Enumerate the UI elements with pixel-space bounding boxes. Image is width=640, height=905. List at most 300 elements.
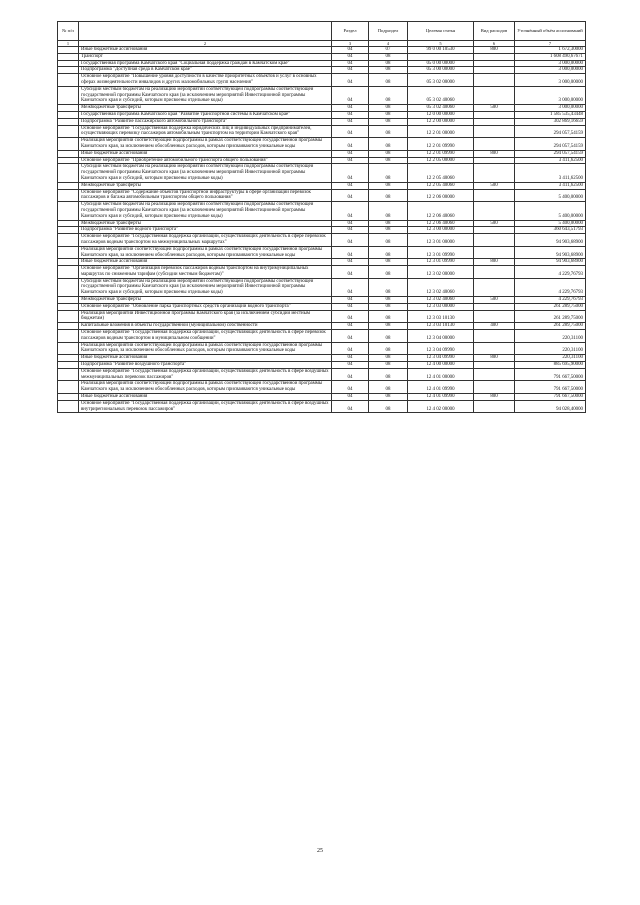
row-number-cell: [58, 394, 79, 401]
csr-cell: 12 4 01 09990: [408, 394, 474, 401]
csr-cell: 12 3 02 40060: [408, 297, 474, 304]
name-cell: Государственная программа Камчатского края "Социальная поддержка граждан в Камчатском крае": [79, 60, 332, 67]
name-cell: Основное мероприятие "Приобретение автомобильного транспорта общего пользования": [79, 157, 332, 164]
csr-cell: 12 2 06 40060: [408, 220, 474, 227]
row-number-cell: [58, 400, 79, 413]
razdel-cell: 04: [332, 400, 369, 413]
razdel-cell: 04: [332, 246, 369, 259]
amount-cell: 261 289,75000: [515, 303, 586, 310]
amount-cell: 3 411,62500: [515, 164, 586, 182]
name-cell: Реализация мероприятий соответствующей подпрограммы в рамках соответствующей государственной программы Камчатского края, за исключением обособленных расходов, которым присваиваются уникальные коды: [79, 381, 332, 394]
row-number-cell: [58, 111, 79, 118]
amount-cell: 94 903,68900: [515, 259, 586, 266]
row-number-cell: [58, 266, 79, 279]
table-row: [58, 266, 586, 279]
podrazdel-cell: 08: [369, 118, 408, 125]
podrazdel-cell: 08: [369, 362, 408, 369]
vr-cell: [474, 362, 515, 369]
row-number-cell: [58, 182, 79, 189]
razdel-cell: 04: [332, 125, 369, 138]
name-cell: Субсидии местным бюджетам на реализацию мероприятий соответствующей подпрограммы соответствующей государственной программы Камчатского края (за исключением мероприятий Инвестиционной программы Камчатского края и субсидий, которым присвоены отдельные коды): [79, 86, 332, 104]
podrazdel-cell: 08: [369, 330, 408, 343]
razdel-cell: 04: [332, 394, 369, 401]
csr-cell: 05 3 02 40060: [408, 105, 474, 112]
table-row: [58, 342, 586, 355]
header-podrazdel: Подраздел: [369, 22, 408, 41]
razdel-cell: 04: [332, 67, 369, 74]
row-number-cell: [58, 323, 79, 330]
header-vr: Вид расходов: [474, 22, 515, 41]
column-number: 5: [408, 41, 474, 47]
name-cell: Субсидии местным бюджетам на реализацию мероприятий соответствующей подпрограммы соответствующей государственной программы Камчатского края (за исключением мероприятий Инвестиционной программы Камчатского края и субсидий, которым присвоены отдельные коды): [79, 164, 332, 182]
podrazdel-cell: 08: [369, 234, 408, 247]
csr-cell: 12 2 01 09990: [408, 150, 474, 157]
name-cell: Подпрограмма "Развитие водного транспорта": [79, 227, 332, 234]
row-number-cell: [58, 220, 79, 227]
row-number-cell: [58, 157, 79, 164]
podrazdel-cell: 08: [369, 125, 408, 138]
name-cell: Основное мероприятие "Организация перевозок пассажиров водным транспортом на внутримуниципальных маршрутах по сниженным тарифам (субсидии местным бюджетам)": [79, 266, 332, 279]
vr-cell: [474, 67, 515, 74]
vr-cell: 800: [474, 47, 515, 54]
name-cell: Реализация мероприятий соответствующей подпрограммы в рамках соответствующей государственной программы Камчатского края, за исключением обособленных расходов, которым присваиваются уникальные коды: [79, 246, 332, 259]
amount-cell: 5 400,00000: [515, 189, 586, 202]
razdel-cell: 04: [332, 323, 369, 330]
amount-cell: 3 411,62500: [515, 157, 586, 164]
table-row: [58, 53, 586, 60]
podrazdel-cell: 08: [369, 189, 408, 202]
amount-cell: 885 695,90000: [515, 362, 586, 369]
razdel-cell: 04: [332, 342, 369, 355]
csr-cell: 12 3 01 00000: [408, 234, 474, 247]
table-row: [58, 182, 586, 189]
table-row: [58, 297, 586, 304]
csr-cell: 12 4 01 00000: [408, 368, 474, 381]
row-number-cell: [58, 246, 79, 259]
razdel-cell: 04: [332, 47, 369, 54]
table-row: [58, 278, 586, 296]
csr-cell: 12 3 02 40060: [408, 278, 474, 296]
table-header: [58, 22, 586, 47]
razdel-cell: 04: [332, 227, 369, 234]
podrazdel-cell: 08: [369, 105, 408, 112]
podrazdel-cell: 08: [369, 400, 408, 413]
amount-cell: 791 667,50000: [515, 381, 586, 394]
name-cell: Подпрограмма "Развитие пассажирского автомобильного транспорта": [79, 118, 332, 125]
row-number-cell: [58, 330, 79, 343]
podrazdel-cell: 08: [369, 394, 408, 401]
name-cell: Капитальные вложения в объекты государственной (муниципальной) собственности: [79, 323, 332, 330]
amount-cell: 360 643,51793: [515, 227, 586, 234]
razdel-cell: 04: [332, 60, 369, 67]
razdel-cell: 04: [332, 164, 369, 182]
vr-cell: [474, 86, 515, 104]
row-number-cell: [58, 125, 79, 138]
column-number: 3: [332, 41, 369, 47]
razdel-cell: 04: [332, 202, 369, 220]
amount-cell: 294 057,54159: [515, 150, 586, 157]
razdel-cell: 04: [332, 189, 369, 202]
amount-cell: 220,31100: [515, 342, 586, 355]
razdel-cell: 04: [332, 259, 369, 266]
amount-cell: 1 608 490,67671: [515, 53, 586, 60]
csr-cell: 12 4 01 09990: [408, 381, 474, 394]
csr-cell: 12 3 03 00000: [408, 303, 474, 310]
header-num: № п/п: [58, 22, 79, 41]
vr-cell: [474, 368, 515, 381]
name-cell: Иные бюджетные ассигнования: [79, 394, 332, 401]
razdel-cell: 04: [332, 355, 369, 362]
csr-cell: 12 2 06 40060: [408, 202, 474, 220]
razdel-cell: 04: [332, 150, 369, 157]
podrazdel-cell: 08: [369, 368, 408, 381]
name-cell: Основное мероприятие "Государственная поддержка организаций, осуществляющих деятельность в сфере воздушных межмуниципальных перевозок пассажиров": [79, 368, 332, 381]
vr-cell: [474, 111, 515, 118]
table-row: [58, 330, 586, 343]
name-cell: Межбюджетные трансферты: [79, 105, 332, 112]
csr-cell: 12 3 04 09990: [408, 355, 474, 362]
name-cell: Основное мероприятие "Государственная поддержка организаций, осуществляющих деятельность в сфере воздушных внутрирегиональных перевозок пассажиров": [79, 400, 332, 413]
budget-table: [57, 21, 586, 413]
name-cell: Основное мероприятие "Государственная поддержка юридических лиц и индивидуальных предпринимателей, осуществляющих перевозку пассажиров автомобильным транспортом на территории Камчатского края": [79, 125, 332, 138]
amount-cell: 261 289,75000: [515, 323, 586, 330]
amount-cell: 5 400,00000: [515, 220, 586, 227]
amount-cell: 1 672,30000: [515, 47, 586, 54]
name-cell: Межбюджетные трансферты: [79, 220, 332, 227]
name-cell: Реализация мероприятий Инвестиционной программы Камчатского края (за исключением субсидий местным бюджетам): [79, 310, 332, 323]
table-row: [58, 227, 586, 234]
header-razdel: Раздел: [332, 22, 369, 41]
row-number-cell: [58, 60, 79, 67]
vr-cell: [474, 138, 515, 151]
vr-cell: 500: [474, 105, 515, 112]
name-cell: Реализация мероприятий соответствующей подпрограммы в рамках соответствующей государственной программы Камчатского края, за исключением обособленных расходов, которым присваиваются уникальные коды: [79, 138, 332, 151]
table-row: [58, 400, 586, 413]
row-number-cell: [58, 297, 79, 304]
row-number-cell: [58, 381, 79, 394]
vr-cell: [474, 118, 515, 125]
row-number-cell: [58, 227, 79, 234]
vr-cell: [474, 303, 515, 310]
amount-cell: 4 229,76793: [515, 266, 586, 279]
header-amount: Уточнённый объём ассигнований: [515, 22, 586, 41]
name-cell: Основное мероприятие "Повышение уровня доступности в качестве приоритетных объектов и услуг в основных сферах жизнедеятельности инвалидов и других маломобильных групп населения": [79, 74, 332, 87]
row-number-cell: [58, 105, 79, 112]
podrazdel-cell: 08: [369, 303, 408, 310]
row-number-cell: [58, 67, 79, 74]
csr-cell: 12 3 00 00000: [408, 227, 474, 234]
row-number-cell: [58, 368, 79, 381]
column-number: 1: [58, 41, 79, 47]
table-row: [58, 86, 586, 104]
podrazdel-cell: 08: [369, 266, 408, 279]
podrazdel-cell: 08: [369, 150, 408, 157]
name-cell: Основное мероприятие "Обновление парка транспортных средств организаций водного транспорта": [79, 303, 332, 310]
name-cell: Межбюджетные трансферты: [79, 297, 332, 304]
razdel-cell: 04: [332, 297, 369, 304]
amount-cell: 94 028,40000: [515, 400, 586, 413]
razdel-cell: 04: [332, 53, 369, 60]
csr-cell: 12 3 03 10130: [408, 310, 474, 323]
vr-cell: 800: [474, 259, 515, 266]
table-row: [58, 60, 586, 67]
header-csr: Целевая статья: [408, 22, 474, 41]
table-row: [58, 105, 586, 112]
amount-cell: 294 057,54159: [515, 138, 586, 151]
name-cell: Основное мероприятие "Государственная поддержка организаций, осуществляющих деятельность в сфере перевозок пассажиров водным транспортом в муниципальном сообщении": [79, 330, 332, 343]
row-number-cell: [58, 234, 79, 247]
row-number-cell: [58, 47, 79, 54]
table-row: [58, 118, 586, 125]
table-row: [58, 125, 586, 138]
razdel-cell: 04: [332, 86, 369, 104]
vr-cell: [474, 234, 515, 247]
podrazdel-cell: 08: [369, 202, 408, 220]
name-cell: Иные бюджетные ассигнования: [79, 150, 332, 157]
vr-cell: 800: [474, 355, 515, 362]
csr-cell: 12 3 04 00000: [408, 330, 474, 343]
table-row: [58, 67, 586, 74]
amount-cell: 3 000,00000: [515, 74, 586, 87]
vr-cell: [474, 74, 515, 87]
amount-cell: 94 903,68900: [515, 234, 586, 247]
amount-cell: 4 229,76793: [515, 278, 586, 296]
razdel-cell: 04: [332, 105, 369, 112]
csr-cell: 12 3 04 09990: [408, 342, 474, 355]
vr-cell: [474, 60, 515, 67]
razdel-cell: 04: [332, 111, 369, 118]
razdel-cell: 04: [332, 266, 369, 279]
name-cell: Иные бюджетные ассигнования: [79, 259, 332, 266]
csr-cell: 05 3 02 40060: [408, 86, 474, 104]
table-row: [58, 394, 586, 401]
row-number-cell: [58, 138, 79, 151]
table-row: [58, 368, 586, 381]
table-row: [58, 234, 586, 247]
podrazdel-cell: 08: [369, 342, 408, 355]
name-cell: Иные бюджетные ассигнования: [79, 47, 332, 54]
csr-cell: 99 0 00 10530: [408, 47, 474, 54]
table-row: [58, 220, 586, 227]
podrazdel-cell: 07: [369, 47, 408, 54]
column-number: 7: [515, 41, 586, 47]
amount-cell: 220,31100: [515, 355, 586, 362]
row-number-cell: [58, 303, 79, 310]
csr-cell: 12 4 02 00000: [408, 400, 474, 413]
vr-cell: [474, 53, 515, 60]
name-cell: Государственная программа Камчатского края "Развитие транспортной системы в Камчатском крае": [79, 111, 332, 118]
table-row: [58, 47, 586, 54]
vr-cell: 500: [474, 182, 515, 189]
vr-cell: [474, 400, 515, 413]
name-cell: Основное мероприятие "Государственная поддержка организаций, осуществляющих деятельность в сфере перевозок пассажиров водным транспортом на межмуниципальных маршрутах": [79, 234, 332, 247]
amount-cell: 220,31100: [515, 330, 586, 343]
razdel-cell: 04: [332, 157, 369, 164]
podrazdel-cell: 08: [369, 259, 408, 266]
razdel-cell: 04: [332, 362, 369, 369]
page-number: 25: [317, 848, 323, 854]
amount-cell: 3 000,00000: [515, 105, 586, 112]
vr-cell: [474, 202, 515, 220]
amount-cell: 3 411,62500: [515, 182, 586, 189]
amount-cell: 791 667,50000: [515, 394, 586, 401]
vr-cell: [474, 125, 515, 138]
row-number-cell: [58, 164, 79, 182]
table-row: [58, 381, 586, 394]
name-cell: Субсидии местным бюджетам на реализацию мероприятий соответствующей подпрограммы соответствующей государственной программы Камчатского края (за исключением мероприятий Инвестиционной программы Камчатского края и субсидий, которым присвоены отдельные коды): [79, 202, 332, 220]
column-number: 4: [369, 41, 408, 47]
column-number: 6: [474, 41, 515, 47]
razdel-cell: 04: [332, 330, 369, 343]
amount-cell: 3 000,00000: [515, 86, 586, 104]
podrazdel-cell: 08: [369, 246, 408, 259]
name-cell: Реализация мероприятий соответствующей подпрограммы в рамках соответствующей государственной программы Камчатского края, за исключением обособленных расходов, которым присваиваются уникальные коды: [79, 342, 332, 355]
amount-cell: 294 057,54159: [515, 125, 586, 138]
amount-cell: 1 585 535,43448: [515, 111, 586, 118]
csr-cell: 12 2 05 40060: [408, 164, 474, 182]
name-cell: Иные бюджетные ассигнования: [79, 355, 332, 362]
podrazdel-cell: 08: [369, 157, 408, 164]
table-row: [58, 246, 586, 259]
vr-cell: [474, 164, 515, 182]
table-row: [58, 323, 586, 330]
podrazdel-cell: 08: [369, 310, 408, 323]
vr-cell: [474, 266, 515, 279]
vr-cell: [474, 381, 515, 394]
podrazdel-cell: 08: [369, 227, 408, 234]
podrazdel-cell: 08: [369, 297, 408, 304]
table-row: [58, 355, 586, 362]
table-row: [58, 189, 586, 202]
table-row: [58, 164, 586, 182]
amount-cell: 302 869,16659: [515, 118, 586, 125]
amount-cell: 94 903,68900: [515, 246, 586, 259]
razdel-cell: 04: [332, 182, 369, 189]
vr-cell: 500: [474, 220, 515, 227]
podrazdel-cell: 08: [369, 138, 408, 151]
vr-cell: 800: [474, 394, 515, 401]
vr-cell: [474, 310, 515, 323]
csr-cell: 12 2 01 00000: [408, 125, 474, 138]
podrazdel-cell: 08: [369, 67, 408, 74]
table-row: [58, 303, 586, 310]
row-number-cell: [58, 53, 79, 60]
row-number-cell: [58, 355, 79, 362]
row-number-cell: [58, 278, 79, 296]
podrazdel-cell: 08: [369, 53, 408, 60]
podrazdel-cell: 08: [369, 355, 408, 362]
name-cell: Подпрограмма "Доступная среда в Камчатском крае": [79, 67, 332, 74]
table-row: [58, 259, 586, 266]
amount-cell: 4 229,76793: [515, 297, 586, 304]
razdel-cell: 04: [332, 118, 369, 125]
csr-cell: 12 2 00 00000: [408, 118, 474, 125]
vr-cell: [474, 342, 515, 355]
row-number-cell: [58, 259, 79, 266]
vr-cell: 500: [474, 297, 515, 304]
vr-cell: [474, 227, 515, 234]
vr-cell: 400: [474, 323, 515, 330]
name-cell: Субсидии местным бюджетам на реализацию мероприятий соответствующей подпрограммы соответствующей государственной программы Камчатского края (за исключением мероприятий Инвестиционной программы Камчатского края и субсидий, которым присвоены отдельные коды): [79, 278, 332, 296]
podrazdel-cell: 08: [369, 86, 408, 104]
vr-cell: [474, 278, 515, 296]
row-number-cell: [58, 362, 79, 369]
amount-cell: 5 400,00000: [515, 202, 586, 220]
csr-cell: [408, 53, 474, 60]
table-row: [58, 150, 586, 157]
name-cell: Основное мероприятие "Содержание объектов транспортной инфраструктуры в сфере организации перевозок пассажиров и багажа автомобильным транспортом общего пользования": [79, 189, 332, 202]
podrazdel-cell: 08: [369, 74, 408, 87]
column-number: 2: [79, 41, 332, 47]
razdel-cell: 04: [332, 138, 369, 151]
table-row: [58, 310, 586, 323]
razdel-cell: 04: [332, 310, 369, 323]
table-row: [58, 157, 586, 164]
name-cell: Подпрограмма "Развитие воздушного транспорта": [79, 362, 332, 369]
vr-cell: [474, 157, 515, 164]
podrazdel-cell: 08: [369, 278, 408, 296]
table-row: [58, 74, 586, 87]
razdel-cell: 04: [332, 278, 369, 296]
csr-cell: 05 3 00 00000: [408, 67, 474, 74]
podrazdel-cell: 08: [369, 164, 408, 182]
razdel-cell: 04: [332, 303, 369, 310]
table-row: [58, 362, 586, 369]
csr-cell: 12 3 01 09990: [408, 259, 474, 266]
row-number-cell: [58, 202, 79, 220]
csr-cell: 12 3 01 09990: [408, 246, 474, 259]
table-row: [58, 138, 586, 151]
table-row: [58, 111, 586, 118]
vr-cell: [474, 246, 515, 259]
vr-cell: [474, 330, 515, 343]
amount-cell: 261 289,75000: [515, 310, 586, 323]
csr-cell: 12 2 05 00000: [408, 157, 474, 164]
amount-cell: 3 000,00000: [515, 60, 586, 67]
csr-cell: 05 0 00 00000: [408, 60, 474, 67]
vr-cell: 800: [474, 150, 515, 157]
podrazdel-cell: 08: [369, 60, 408, 67]
row-number-cell: [58, 150, 79, 157]
table-row: [58, 202, 586, 220]
row-number-cell: [58, 342, 79, 355]
csr-cell: 12 3 02 00000: [408, 266, 474, 279]
name-cell: Межбюджетные трансферты: [79, 182, 332, 189]
name-cell: Транспорт: [79, 53, 332, 60]
razdel-cell: 04: [332, 74, 369, 87]
podrazdel-cell: 08: [369, 220, 408, 227]
row-number-cell: [58, 118, 79, 125]
csr-cell: 12 4 00 00000: [408, 362, 474, 369]
csr-cell: 12 3 03 10130: [408, 323, 474, 330]
csr-cell: 12 2 01 09990: [408, 138, 474, 151]
csr-cell: 12 0 00 00000: [408, 111, 474, 118]
csr-cell: 12 2 05 40060: [408, 182, 474, 189]
table-body: [58, 47, 586, 413]
razdel-cell: 04: [332, 234, 369, 247]
row-number-cell: [58, 189, 79, 202]
podrazdel-cell: 08: [369, 182, 408, 189]
row-number-cell: [58, 74, 79, 87]
podrazdel-cell: 08: [369, 381, 408, 394]
csr-cell: 12 2 06 00000: [408, 189, 474, 202]
csr-cell: 05 3 02 00000: [408, 74, 474, 87]
razdel-cell: 04: [332, 368, 369, 381]
row-number-cell: [58, 310, 79, 323]
podrazdel-cell: 08: [369, 323, 408, 330]
razdel-cell: 04: [332, 220, 369, 227]
amount-cell: 3 000,00000: [515, 67, 586, 74]
